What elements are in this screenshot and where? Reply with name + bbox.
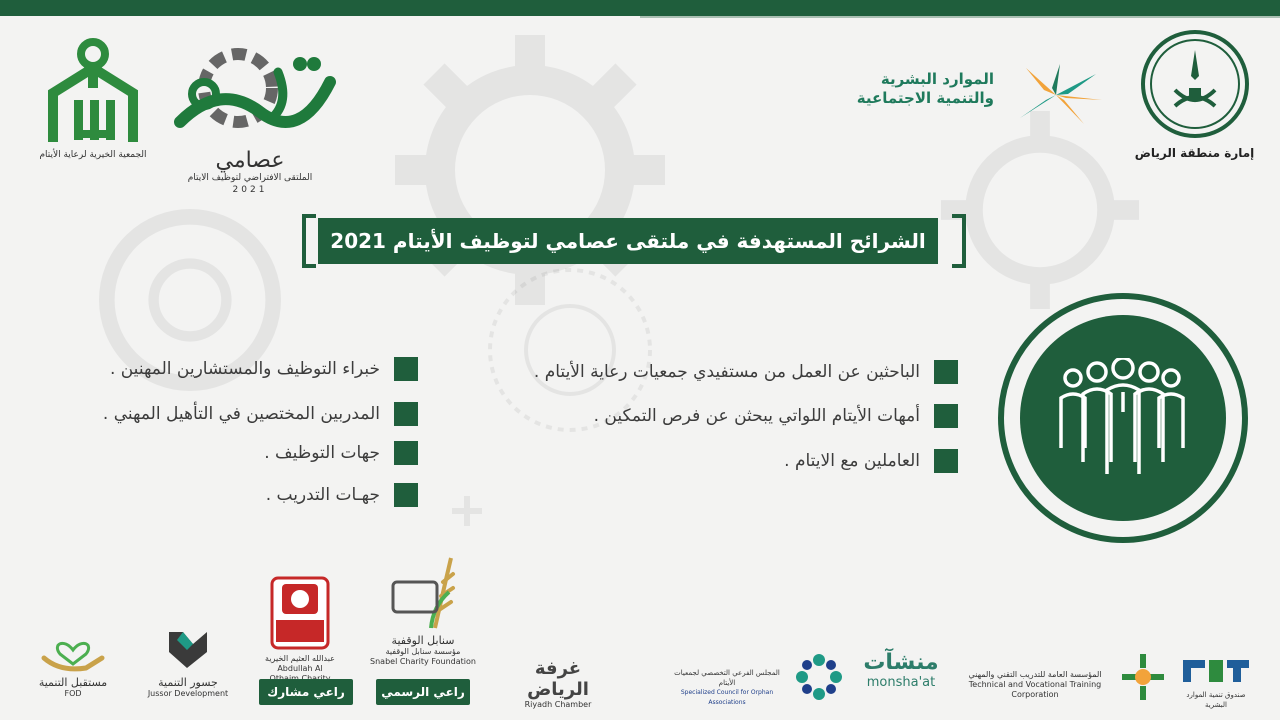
wheat-icon — [383, 552, 463, 630]
bullet-square — [394, 483, 418, 507]
orphan-council-logo — [666, 668, 788, 708]
title-bracket-right — [952, 214, 966, 268]
monshaat-arabic: منشآت — [863, 650, 939, 675]
group-people-icon — [1053, 358, 1193, 478]
council-english: Specialized Council for Orphan Associations — [680, 689, 774, 706]
fod-english: FOD — [64, 689, 82, 698]
background-gear-icon — [60, 170, 320, 430]
people-circle — [1020, 315, 1226, 521]
hadaf-logo — [1176, 656, 1256, 710]
hadaf-arabic: صندوق تنمية الموارد البشرية — [1186, 691, 1246, 709]
emirate-emblem-icon — [1139, 28, 1251, 140]
council-star-icon — [794, 652, 844, 702]
list-item — [784, 448, 958, 474]
list-item — [534, 359, 958, 385]
bullet-square — [934, 404, 958, 428]
heart-hand-icon — [40, 628, 106, 672]
background-gear-icon — [930, 100, 1150, 320]
tvtc-star-icon — [1120, 652, 1166, 702]
sanabel-english: Snabel Charity Foundation — [370, 657, 476, 666]
monshaat-english: monsha'at — [866, 675, 936, 690]
riyadh-emirate-logo — [1132, 28, 1257, 160]
chamber-english: Riyadh Chamber — [524, 700, 592, 709]
jusoor-english: Jussor Development — [147, 689, 229, 698]
list-item-text: العاملين مع الايتام . — [784, 451, 920, 471]
fod-arabic: مستقبل التنمية — [38, 676, 108, 689]
plus-icon — [452, 496, 482, 526]
list-item-text: جهات التوظيف . — [264, 443, 380, 463]
hr-ministry-text — [844, 70, 994, 108]
othaim-logo — [262, 576, 338, 684]
list-item — [264, 440, 418, 466]
tvtc-logo — [952, 670, 1118, 700]
esami-logo — [160, 42, 340, 195]
esami-word: عصامي — [215, 148, 285, 173]
othaim-english: Abdullah Al — [277, 664, 323, 673]
list-item-text: جهـات التدريب . — [265, 485, 380, 505]
jusoor-logo — [146, 628, 230, 699]
jusoor-icon — [163, 628, 213, 672]
riyadh-chamber-logo — [512, 658, 604, 710]
list-item-text: خبراء التوظيف والمستشارين المهنين . — [109, 359, 380, 379]
hadaf-icon — [1179, 656, 1253, 686]
list-item-text: المدربين المختصين في التأهيل المهني . — [102, 404, 380, 424]
top-bar — [0, 0, 1280, 16]
hr-star-icon — [1006, 60, 1106, 130]
ensan-logo-icon — [38, 38, 148, 146]
bullet-square — [934, 360, 958, 384]
top-bar-line — [640, 16, 1280, 18]
riyadh-caption: إمارة منطقة الرياض — [1134, 146, 1255, 160]
fod-logo — [36, 628, 110, 699]
sanabel-logo — [368, 552, 478, 667]
bullet-square — [934, 449, 958, 473]
council-arabic: المجلس الفرعي التخصصي لجمعيات الأيتام — [674, 669, 780, 687]
esami-logo-icon — [160, 42, 340, 142]
hr-ministry-logo — [846, 60, 1106, 130]
list-item — [103, 401, 418, 427]
ensan-caption: الجمعية الخيرية لرعاية الأيتام — [39, 150, 147, 160]
bullet-square — [394, 357, 418, 381]
bullet-square — [394, 441, 418, 465]
monshaat-logo — [858, 650, 944, 690]
official-sponsor-label: راعي الرسمي — [376, 679, 470, 705]
page-title: الشرائح المستهدفة في ملتقى عصامي لتوظيف الأيتام 2021 — [318, 218, 938, 264]
list-item — [594, 403, 958, 429]
list-item — [266, 482, 418, 508]
esami-year: 2021 — [232, 185, 268, 195]
list-item-text: أمهات الأيتام اللواتي يبحثن عن فرص التمكين . — [593, 406, 920, 426]
hr-line2: والتنمية الاجتماعية — [856, 89, 994, 107]
bullet-square — [394, 402, 418, 426]
tvtc-english: Technical and Vocational Training Corporation — [968, 680, 1102, 699]
esami-subtitle: الملتقى الافتراضي لتوظيف الايتام — [187, 173, 313, 183]
sanabel-title: سنابل الوقفية — [391, 634, 455, 647]
title-bracket-left — [302, 214, 316, 268]
othaim-name: عبدالله العثيم الخيرية — [265, 654, 335, 663]
sanabel-caption: مؤسسة سنابل الوقفية — [385, 647, 461, 656]
hr-line1: الموارد البشرية — [880, 70, 994, 88]
chamber-arabic: غرفة الرياض — [527, 658, 589, 700]
othaim-emblem-icon — [270, 576, 330, 650]
list-item — [110, 356, 418, 382]
participating-sponsor-label: راعي مشارك — [259, 679, 353, 705]
tvtc-arabic: المؤسسة العامة للتدريب التقني والمهني — [968, 670, 1102, 679]
jusoor-arabic: جسور التنمية — [158, 676, 218, 689]
ensan-logo — [38, 38, 148, 160]
list-item-text: الباحثين عن العمل من مستفيدي جمعيات رعاية الأيتام . — [533, 362, 920, 382]
